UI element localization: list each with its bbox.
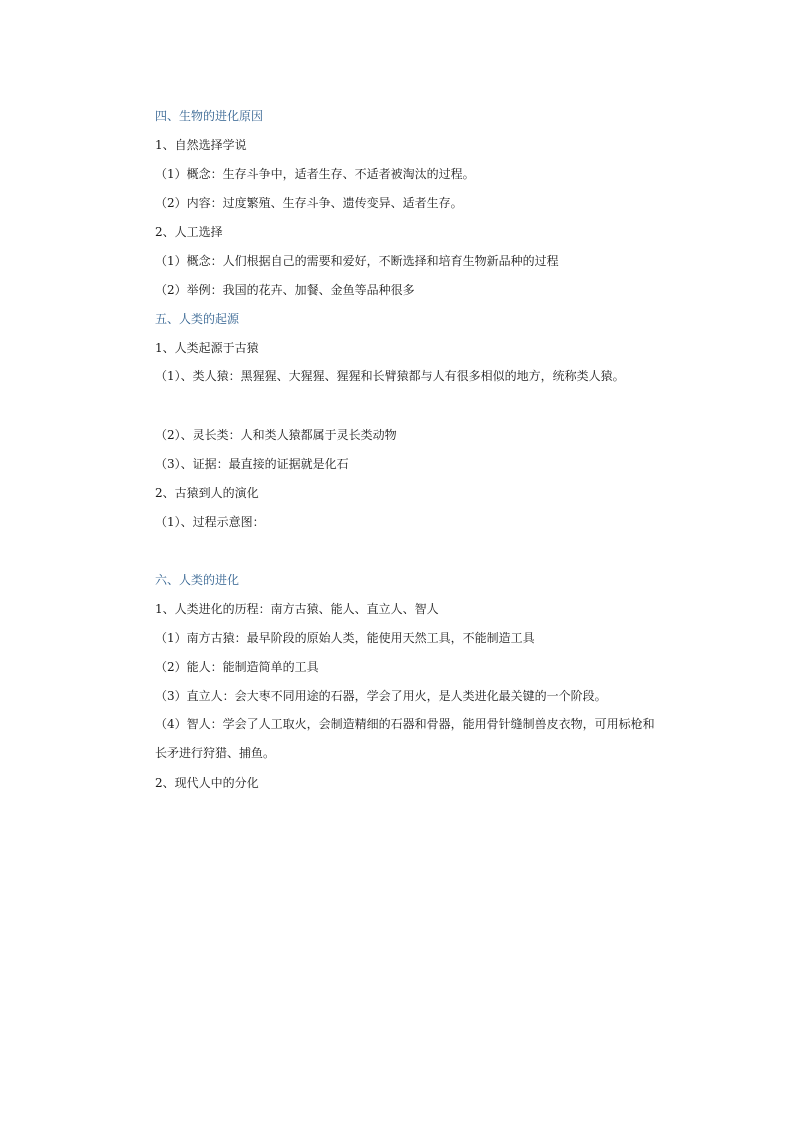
list-item: （1）、类人猿：黑猩猩、大猩猩、猩猩和长臂猿都与人有很多相似的地方，统称类人猿。: [155, 369, 625, 383]
section-heading-human-evolution: 六、人类的进化: [155, 573, 240, 587]
list-item: （2）能人：能制造简单的工具: [155, 660, 319, 674]
section-heading-evolution-causes: 四、生物的进化原因: [155, 109, 264, 123]
section-heading-human-origin: 五、人类的起源: [155, 312, 240, 326]
list-item: （1）、过程示意图：: [155, 515, 265, 529]
list-item: （1）概念：人们根据自己的需要和爱好，不断选择和培育生物新品种的过程: [155, 254, 559, 268]
subsection-title-ape-to-human: 2、古猿到人的演化: [155, 486, 259, 500]
subsection-title-artificial-selection: 2、人工选择: [155, 225, 223, 239]
list-item: （3）、证据：最直接的证据就是化石: [155, 457, 349, 471]
list-item: （1）概念：生存斗争中，适者生存、不适者被淘汰的过程。: [155, 167, 475, 181]
list-item: （2）、灵长类：人和类人猿都属于灵长类动物: [155, 428, 397, 442]
list-item: （1）南方古猿：最早阶段的原始人类，能使用天然工具，不能制造工具: [155, 631, 535, 645]
subsection-title-ape-origin: 1、人类起源于古猿: [155, 341, 259, 355]
subsection-title-modern-human-divergence: 2、现代人中的分化: [155, 776, 259, 790]
subsection-title-evolution-stages: 1、人类进化的历程：南方古猿、能人、直立人、智人: [155, 602, 439, 616]
list-item: （2）内容：过度繁殖、生存斗争、遗传变异、适者生存。: [155, 196, 463, 210]
list-item: （2）举例：我国的花卉、加餐、金鱼等品种很多: [155, 283, 415, 297]
subsection-title-natural-selection: 1、自然选择学说: [155, 138, 247, 152]
list-item: （3）直立人：会大枣不同用途的石器，学会了用火，是人类进化最关键的一个阶段。: [155, 689, 607, 703]
list-item: （4）智人：学会了人工取火，会制造精细的石器和骨器，能用骨针缝制兽皮衣物，可用标枪和长矛进行狩猎、捕鱼。: [155, 717, 655, 760]
